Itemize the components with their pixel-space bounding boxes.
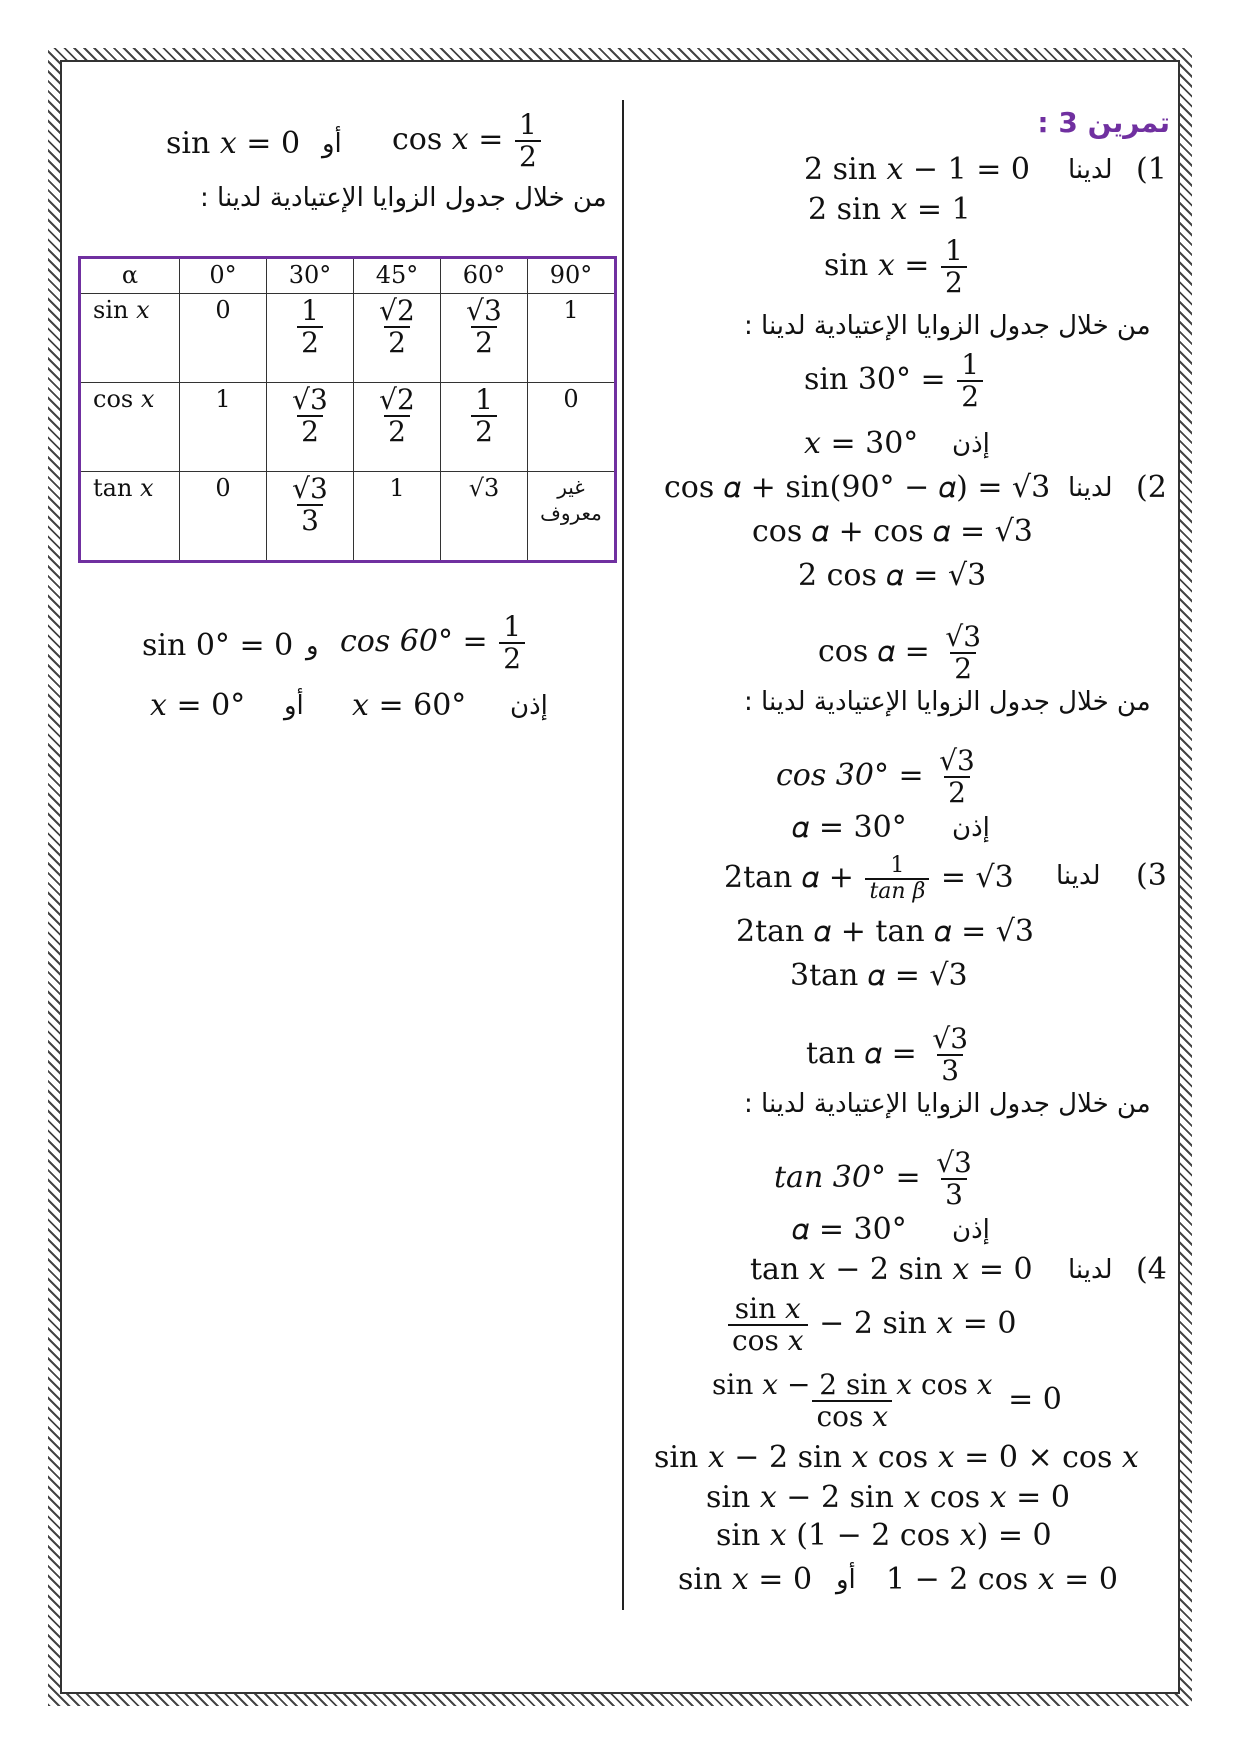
fraction [375,296,419,358]
sin-60 [441,294,528,383]
fraction-numerator: √3 [466,294,502,327]
equation-2-6-lhs: cos 30° = [776,758,924,793]
equation-1-3 [824,236,969,298]
equation-2-2: cos 𝛼 + cos 𝛼 = √3 [752,514,1033,549]
equation-2-7: 𝛼 = 30° [792,810,907,845]
exercise-title: تمرين 3 : [1037,106,1170,139]
equation-3-3: 3tan 𝛼 = √3 [790,958,968,993]
fraction-numerator: √3 [292,472,328,505]
tan-45: 1 [354,472,441,562]
equation-2-3: 2 cos 𝛼 = √3 [798,558,987,593]
fraction-half [941,236,967,298]
fraction-denominator: 3 [941,1178,967,1210]
equation-3-4-lhs: tan 𝛼 = [806,1036,917,1071]
row-label-sin: sin 𝑥 [80,294,180,383]
tan-0: 0 [180,472,267,562]
fraction-sin-over-cos [728,1294,808,1356]
equation-2-4-lhs: cos 𝛼 = [818,634,930,669]
fraction-denominator: 2 [471,415,497,447]
label-therefore-1: إذن [952,429,990,459]
fraction-combined [708,1370,997,1432]
fraction [288,474,332,536]
fraction-denominator: 2 [384,415,410,447]
fraction-denominator: 3 [297,504,323,536]
column-divider [622,100,624,1610]
fraction-root3-over-2 [935,746,979,808]
fraction [288,385,332,447]
label-have-4: لدينا [1068,1255,1113,1285]
fraction-numerator: √3 [292,383,328,416]
label-therefore-2: إذن [952,813,990,843]
header-30deg: 30° [267,258,354,294]
cos-45 [354,383,441,472]
tan-90-undefined: غير معروف [540,475,602,525]
tan-60: √3 [441,472,528,562]
left-final-0: 𝑥 = 0° [150,688,246,723]
left-final-or: أو [284,691,304,721]
cos-30 [267,383,354,472]
sin-30 [267,294,354,383]
equation-4-5: sin 𝑥 − 2 sin 𝑥 cos 𝑥 = 0 [706,1480,1070,1515]
equation-1-2: 2 sin 𝑥 = 1 [808,192,971,227]
fraction [375,385,419,447]
fraction-denominator: 2 [950,652,976,684]
fraction [471,385,497,447]
left-top-cos-lhs: cos 𝑥 = [392,122,504,157]
common-angles-table [78,256,617,563]
fraction-denominator: 2 [515,140,541,172]
equation-4-2-rhs: − 2 sin 𝑥 = 0 [819,1306,1017,1341]
fraction-numerator: 1 [945,234,963,267]
fraction-denominator: 2 [384,326,410,358]
label-therefore-3: إذن [952,1215,990,1245]
fraction-denominator: 3 [937,1054,963,1086]
sin-45 [354,294,441,383]
fraction-denominator: tan β [865,878,929,904]
fraction-numerator: √2 [379,294,415,327]
sin-90: 1 [528,294,616,383]
equation-1-1: 2 sin 𝑥 − 1 = 0 [804,152,1030,187]
equation-4-3-rhs: = 0 [1008,1382,1062,1417]
fraction-denominator: 2 [297,326,323,358]
equation-3-1-lhs: 2tan 𝛼 + [724,860,854,895]
label-have-3: لدينا [1056,861,1101,891]
table-row-cos [80,383,616,472]
equation-3-7: 𝛼 = 30° [792,1212,907,1247]
note-from-table-2: من خلال جدول الزوايا الإعتيادية لدينا : [744,687,1151,717]
fraction-numerator: 1 [518,108,537,141]
equation-1-5-lhs: sin 30° = [804,362,946,397]
equation-4-7a: sin 𝑥 = 0 [678,1562,813,1597]
fraction-denominator: 2 [957,380,983,412]
left-top-or: أو [322,129,342,159]
table-row-tan [80,472,616,562]
fraction-numerator: √3 [932,1022,969,1055]
fraction-denominator: 2 [944,776,970,808]
left-cos-60-lhs: cos 60° = [340,624,488,659]
item-number-3: (3 [1136,858,1167,893]
equation-1-3-lhs: sin 𝑥 = [824,248,930,283]
header-0deg: 0° [180,258,267,294]
label-have-1: لدينا [1068,155,1113,185]
equation-4-1: tan 𝑥 − 2 sin 𝑥 = 0 [750,1252,1033,1287]
fraction-numerator: sin 𝑥 − 2 sin 𝑥 cos 𝑥 [712,1368,993,1401]
equation-3-1 [724,854,1014,904]
row-label-cos: cos 𝑥 [80,383,180,472]
fraction-numerator: 1 [475,383,493,416]
fraction [462,296,506,358]
fraction-half [515,110,541,172]
equation-4-3 [706,1370,1062,1432]
fraction-denominator: cos 𝑥 [812,1400,892,1432]
equation-3-2: 2tan 𝛼 + tan 𝛼 = √3 [736,914,1034,949]
fraction-numerator: 1 [503,610,522,643]
header-90deg: 90° [528,258,616,294]
fraction-root3-over-3 [932,1148,976,1210]
left-and: و [306,631,319,661]
equation-3-4 [806,1024,974,1086]
fraction-denominator: 2 [471,326,497,358]
left-final-60: 𝑥 = 60° [352,688,467,723]
fraction-numerator: 1 [301,294,319,327]
fraction-numerator: sin 𝑥 [734,1292,801,1325]
fraction-half [957,350,983,412]
fraction-numerator: √2 [379,383,415,416]
sin-0: 0 [180,294,267,383]
table-header-row [80,258,616,294]
left-top-sin: sin 𝑥 = 0 [166,126,301,161]
equation-4-6: sin 𝑥 (1 − 2 cos 𝑥) = 0 [716,1518,1052,1553]
fraction-numerator: √3 [945,620,982,653]
item-number-1: (1 [1136,152,1167,187]
equation-1-5 [804,350,985,412]
left-final-therefore: إذن [510,691,548,721]
cos-90: 0 [528,383,616,472]
label-or-4: أو [836,1565,856,1595]
left-note-from-table: من خلال جدول الزوايا الإعتيادية لدينا : [200,183,607,213]
left-sin-0: sin 0° = 0 [142,628,294,663]
table-row-sin [80,294,616,383]
fraction-numerator: 1 [890,853,905,878]
fraction-numerator: √3 [936,1146,972,1179]
item-number-4: (4 [1136,1252,1167,1287]
cos-60 [441,383,528,472]
header-60deg: 60° [441,258,528,294]
cos-0: 1 [180,383,267,472]
note-from-table-1: من خلال جدول الزوايا الإعتيادية لدينا : [744,311,1151,341]
equation-4-4: sin 𝑥 − 2 sin 𝑥 cos 𝑥 = 0 × cos 𝑥 [654,1440,1139,1475]
equation-3-6 [774,1148,978,1210]
fraction-numerator: √3 [939,744,975,777]
row-label-tan: tan 𝑥 [80,472,180,562]
tan-90 [528,472,616,562]
header-alpha: α [80,258,180,294]
equation-3-1-rhs: = √3 [940,860,1014,895]
fraction-numerator: 1 [961,348,980,381]
fraction-denominator: cos 𝑥 [728,1324,808,1356]
equation-2-1: cos 𝛼 + sin(90° − 𝛼) = √3 [664,470,1051,505]
fraction-root3-over-2 [941,622,985,684]
equation-4-7b: 1 − 2 cos 𝑥 = 0 [886,1562,1118,1597]
tan-30 [267,472,354,562]
item-number-2: (2 [1136,470,1167,505]
note-from-table-3: من خلال جدول الزوايا الإعتيادية لدينا : [744,1089,1151,1119]
fraction [297,296,323,358]
fraction-half [499,612,525,674]
left-top-cos [392,110,543,172]
equation-2-4 [818,622,987,684]
equation-4-2 [726,1294,1017,1356]
equation-1-6: 𝑥 = 30° [804,426,919,461]
equation-2-6 [776,746,981,808]
label-have-2: لدينا [1068,473,1113,503]
fraction-one-over-tan-beta [865,854,929,904]
fraction-denominator: 2 [941,266,967,298]
fraction-root3-over-3 [928,1024,972,1086]
fraction-denominator: 2 [499,642,525,674]
equation-3-6-lhs: tan 30° = [774,1160,921,1195]
left-cos-60 [340,612,527,674]
header-45deg: 45° [354,258,441,294]
fraction-denominator: 2 [297,415,323,447]
